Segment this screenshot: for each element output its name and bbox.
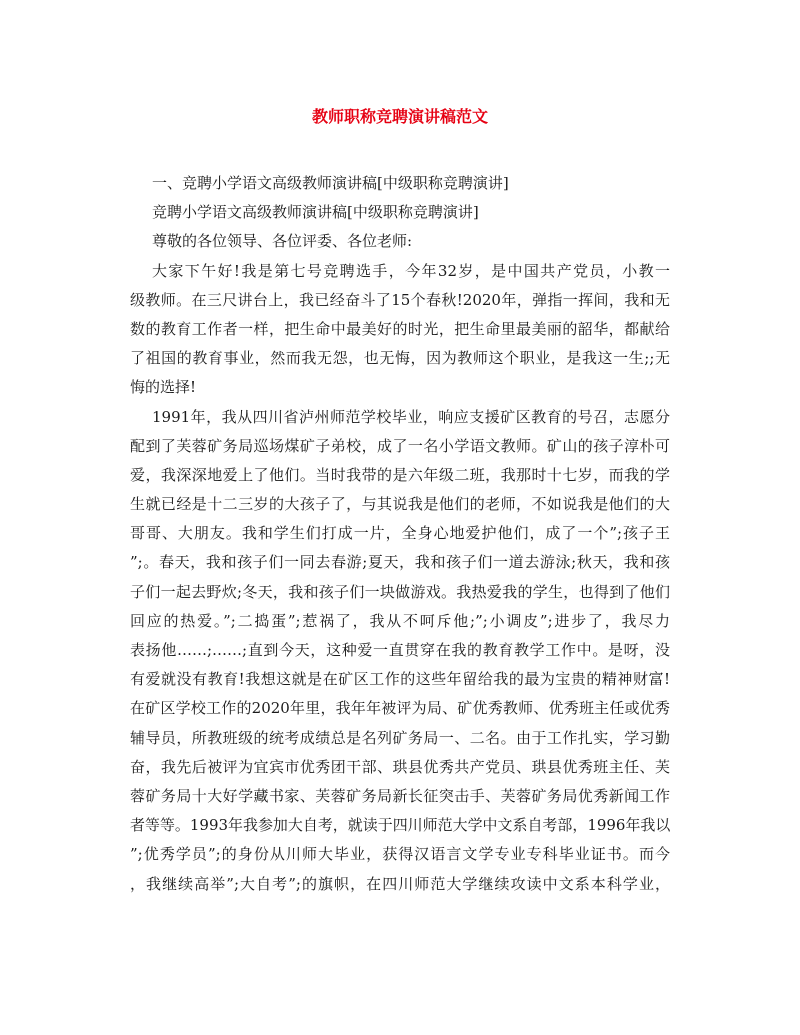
text-line: ，我继续高举”;大自考”;的旗帜，在四川师范大学继续攻读中文系本科学业，: [130, 874, 670, 893]
text-line: 哥哥、大朋友。我和学生们打成一片，全身心地爱护他们，成了一个”;孩子王: [130, 524, 670, 543]
heading-line: [130, 169, 670, 198]
paragraph-line: [130, 490, 670, 519]
text-line: 1991年，我从四川省泸州师范学校毕业，响应支援矿区教育的号召，志愿分: [152, 407, 670, 426]
text-line: 爱，我深深地爱上了他们。当时我带的是六年级二班，我那时十七岁，而我的学: [130, 465, 670, 484]
text-line: 数的教育工作者一样，把生命中最美好的时光，把生命里最美丽的韶华，都献给: [130, 319, 670, 338]
paragraph-line: [130, 636, 670, 665]
text-line: 有爱就没有教育!我想这就是在矿区工作的这些年留给我的最为宝贵的精神财富!: [130, 670, 670, 689]
paragraph-line: [130, 782, 670, 811]
text-line: 者等等。1993年我参加大自考，就读于四川师范大学中文系自考部，1996年我以: [130, 816, 670, 835]
paragraph-line: [130, 724, 670, 753]
paragraph-line: [130, 753, 670, 782]
text-line: 表扬他……;……;直到今天，这种爱一直贯穿在我的教育教学工作中。是呀，没: [130, 641, 670, 659]
text-line: 子们一起去野炊;冬天，我和孩子们一块做游戏。我热爱我的学生，也得到了他们: [130, 582, 670, 601]
text-line: 辅导员，所教班级的统考成绩总是名列矿务局一、二名。由于工作扎实，学习勤: [130, 728, 670, 747]
paragraph-line: [130, 607, 670, 636]
paragraph-line: [130, 315, 670, 344]
text-line: 级教师。在三尺讲台上，我已经奋斗了15个春秋!2020年，弹指一挥间，我和无: [130, 290, 670, 309]
paragraph-line: [130, 373, 670, 402]
text-line: 回应的热爱。”;二捣蛋”;惹祸了，我从不呵斥他;”;小调皮”;进步了，我尽力: [130, 611, 670, 630]
salutation-line: [130, 227, 670, 256]
paragraph-line: [130, 840, 670, 869]
paragraph-line: [130, 578, 670, 607]
paragraph-line: [130, 403, 670, 432]
paragraph-line: [130, 519, 670, 548]
text-line: ”;优秀学员”;的身份从川师大毕业，获得汉语言文学专业专科毕业证书。而今: [130, 845, 670, 864]
document-body: [130, 169, 670, 899]
text-line: 奋，我先后被评为宜宾市优秀团干部、珙县优秀共产党员、珙县优秀班主任、芙: [130, 757, 670, 776]
paragraph-line: [130, 432, 670, 461]
text-line: 生就已经是十二三岁的大孩子了，与其说我是他们的老师，不如说我是他们的大: [130, 495, 670, 514]
paragraph-line: [130, 286, 670, 315]
paragraph-line: [130, 257, 670, 286]
text-line: 蓉矿务局十大好学藏书家、芙蓉矿务局新长征突击手、芙蓉矿务局优秀新闻工作: [130, 786, 670, 805]
text-line: 竞聘小学语文高级教师演讲稿[中级职称竞聘演讲]: [152, 203, 479, 222]
text-line: 悔的选择!: [130, 378, 197, 397]
paragraph-line: [130, 870, 670, 899]
paragraph-line: [130, 694, 670, 723]
text-line: 尊敬的各位领导、各位评委、各位老师:: [152, 232, 413, 251]
document-title: 教师职称竞聘演讲稿范文: [311, 107, 488, 126]
paragraph-line: [130, 461, 670, 490]
paragraph-line: [130, 665, 670, 694]
text-line: 了祖国的教育事业，然而我无怨，也无悔，因为教师这个职业，是我这一生;;无: [130, 349, 670, 368]
paragraph-line: [130, 548, 670, 577]
paragraph-line: [130, 344, 670, 373]
text-line: 一、竞聘小学语文高级教师演讲稿[中级职称竞聘演讲]: [152, 174, 509, 192]
paragraph-line: [130, 811, 670, 840]
text-line: 在矿区学校工作的2020年里，我年年被评为局、矿优秀教师、优秀班主任或优秀: [130, 699, 670, 718]
text-line: 大家下午好!我是第七号竞聘选手，今年32岁，是中国共产党员，小教一: [152, 261, 670, 280]
subheading-line: [130, 198, 670, 227]
text-line: ”;。春天，我和孩子们一同去春游;夏天，我和孩子们一道去游泳;秋天，我和孩: [130, 553, 670, 572]
text-line: 配到了芙蓉矿务局巡场煤矿子弟校，成了一名小学语文教师。矿山的孩子淳朴可: [130, 436, 670, 455]
